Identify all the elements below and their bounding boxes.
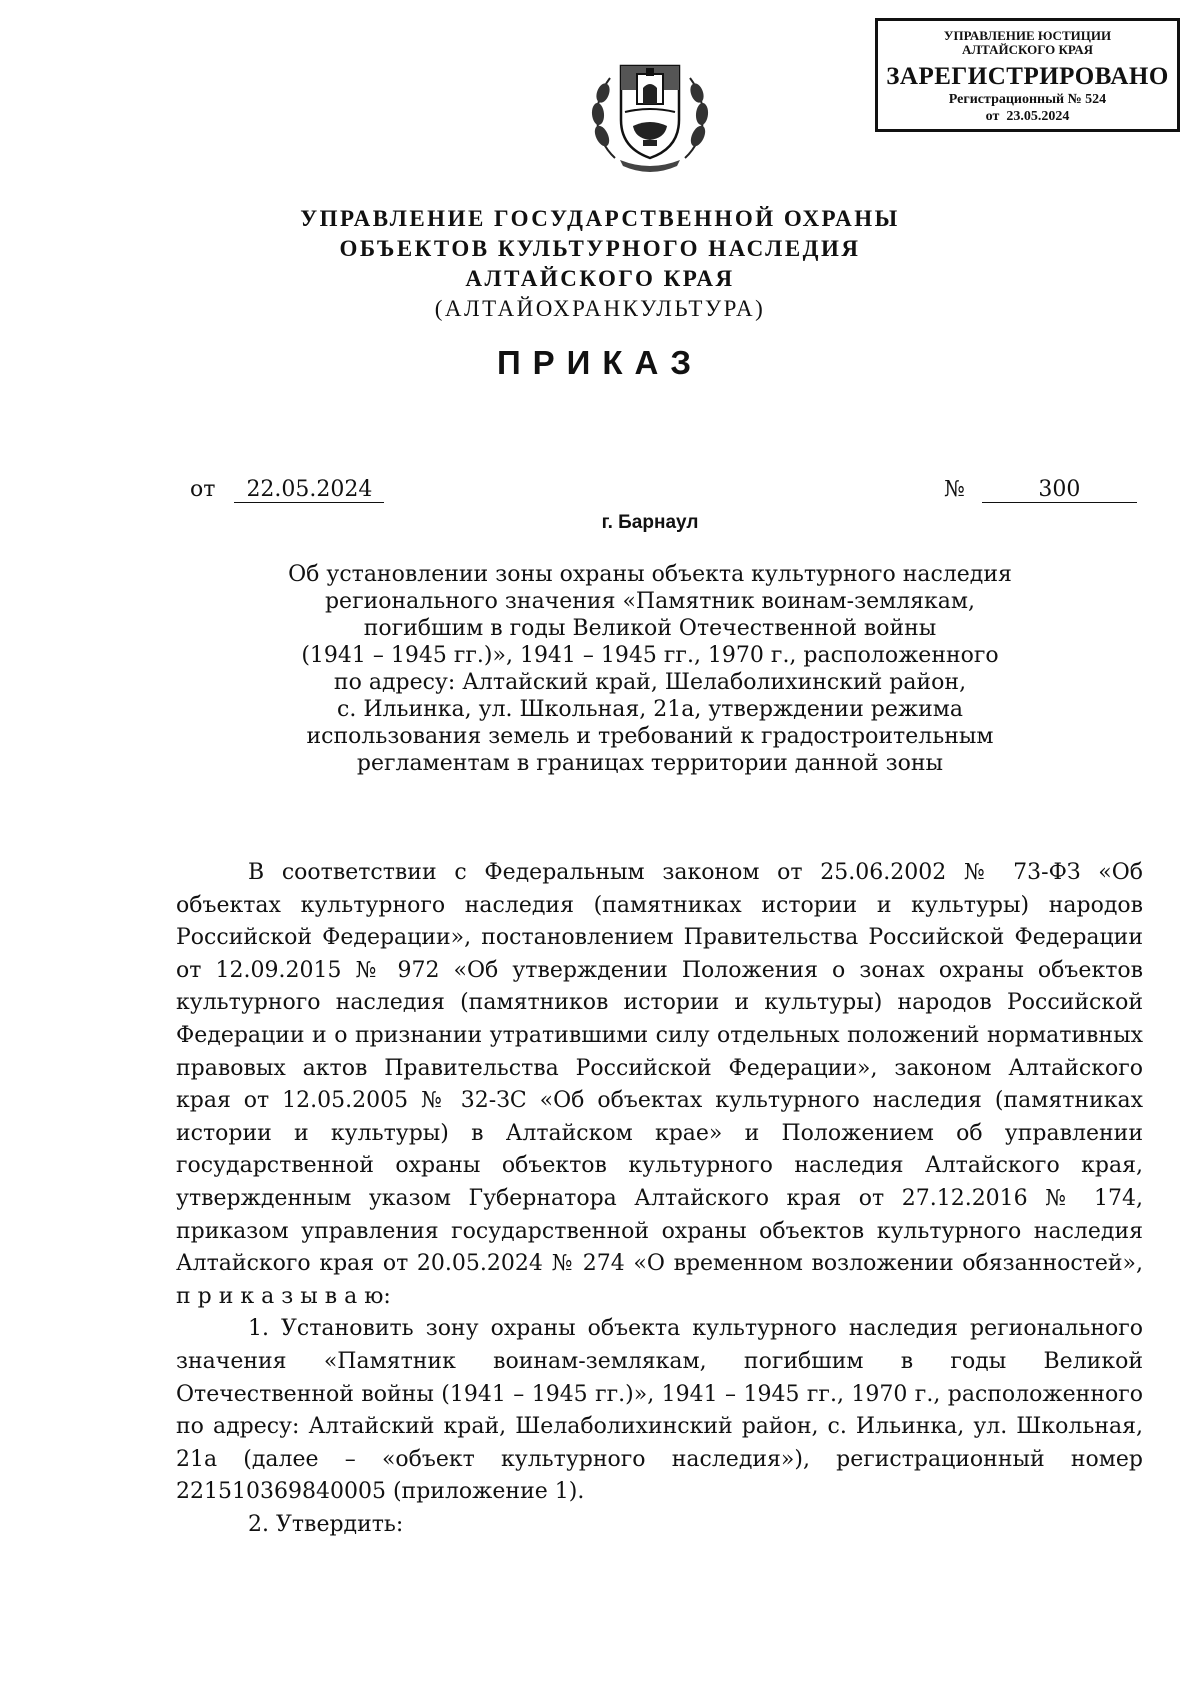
org-name-line-1: УПРАВЛЕНИЕ ГОСУДАРСТВЕННОЙ ОХРАНЫ — [300, 206, 900, 231]
org-name-line-3: АЛТАЙСКОГО КРАЯ — [465, 266, 735, 291]
document-type-title: ПРИКАЗ — [496, 344, 704, 381]
subject-line: с. Ильинка, ул. Школьная, 21а, утверждении режима — [337, 697, 963, 722]
org-short-name: (АЛТАЙОХРАНКУЛЬТУРА) — [434, 296, 766, 321]
subject-line: погибшим в годы Великой Отечественной войны — [363, 616, 937, 641]
org-name-line-2: ОБЪЕКТОВ КУЛЬТУРНОГО НАСЛЕДИЯ — [339, 236, 861, 261]
date-prefix: от — [190, 477, 216, 502]
issuing-organization — [0, 204, 1200, 324]
subject-line: (1941 – 1945 гг.)», 1941 – 1945 гг., 1970 г., расположенного — [301, 643, 999, 668]
subject-line: по адресу: Алтайский край, Шелаболихинский район, — [333, 670, 967, 695]
order-body — [176, 857, 1143, 1541]
number-prefix: № — [944, 477, 965, 502]
stamp-reg-number: Регистрационный № 524 — [948, 92, 1107, 107]
order-number — [944, 477, 1137, 503]
order-subject — [240, 561, 1060, 777]
order-date — [190, 477, 384, 503]
subject-line: регионального значения «Памятник воинам-землякам, — [324, 589, 976, 614]
coat-of-arms-icon — [585, 48, 715, 178]
stamp-title: ЗАРЕГИСТРИРОВАНО — [886, 63, 1169, 90]
stamp-reg-date: от 23.05.2024 — [985, 109, 1070, 124]
subject-line: использования земель и требований к градостроительным — [306, 724, 994, 749]
subject-line: регламентам в границах территории данной зоны — [356, 751, 944, 776]
city: г. Барнаул — [601, 512, 699, 533]
stamp-org-line-2: АЛТАЙСКОГО КРАЯ — [962, 42, 1093, 57]
stamp-organization — [878, 29, 1177, 57]
number-value: 300 — [982, 477, 1137, 503]
order-item-1: 1. Установить зону охраны объекта культурного наследия регионального значения «Памятник воинам-землякам, погибшим в годы Великой Отечественной войны (1941 – 1945 гг.)», 1941 – 1945 гг., 1970 г., расположенного по адресу: Алтайский край, Шелаболихинский район, с. Ильинка, ул. Школьная, 21а (далее – «объект культурного наследия»), регистрационный номер 221510369840005 (приложение 1). — [176, 1316, 1143, 1505]
preamble-paragraph: В соответствии с Федеральным законом от 25.06.2002 № 73-ФЗ «Об объектах культурного наследия (памятниках истории и культуры) народов Российской Федерации», постановлением Правительства Российской Федерации от 12.09.2015 № 972 «Об утверждении Положения о зонах охраны объектов культурного наследия (памятников истории и культуры) народов Российской Федерации и о признании утратившими силу отдельных положений нормативных правовых актов Правительства Российской Федерации», законом Алтайского края от 12.05.2005 № 32-ЗС «Об объектах культурного наследия (памятниках истории и культуры) в Алтайском крае» и Положением об управлении государственной охраны объектов культурного наследия Алтайского края, утвержденным указом Губернатора Алтайского края от 27.12.2016 № 174, приказом управления государственной охраны объектов культурного наследия Алтайского края от 20.05.2024 № 274 «О временном возложении обязанностей», п р и к а з ы в а ю: — [176, 860, 1143, 1309]
subject-line: Об установлении зоны охраны объекта культурного наследия — [288, 562, 1012, 587]
date-value: 22.05.2024 — [234, 477, 384, 503]
order-item-2: 2. Утвердить: — [248, 1511, 404, 1537]
stamp-org-line-1: УПРАВЛЕНИЕ ЮСТИЦИИ — [943, 28, 1112, 43]
registration-stamp — [875, 18, 1180, 132]
